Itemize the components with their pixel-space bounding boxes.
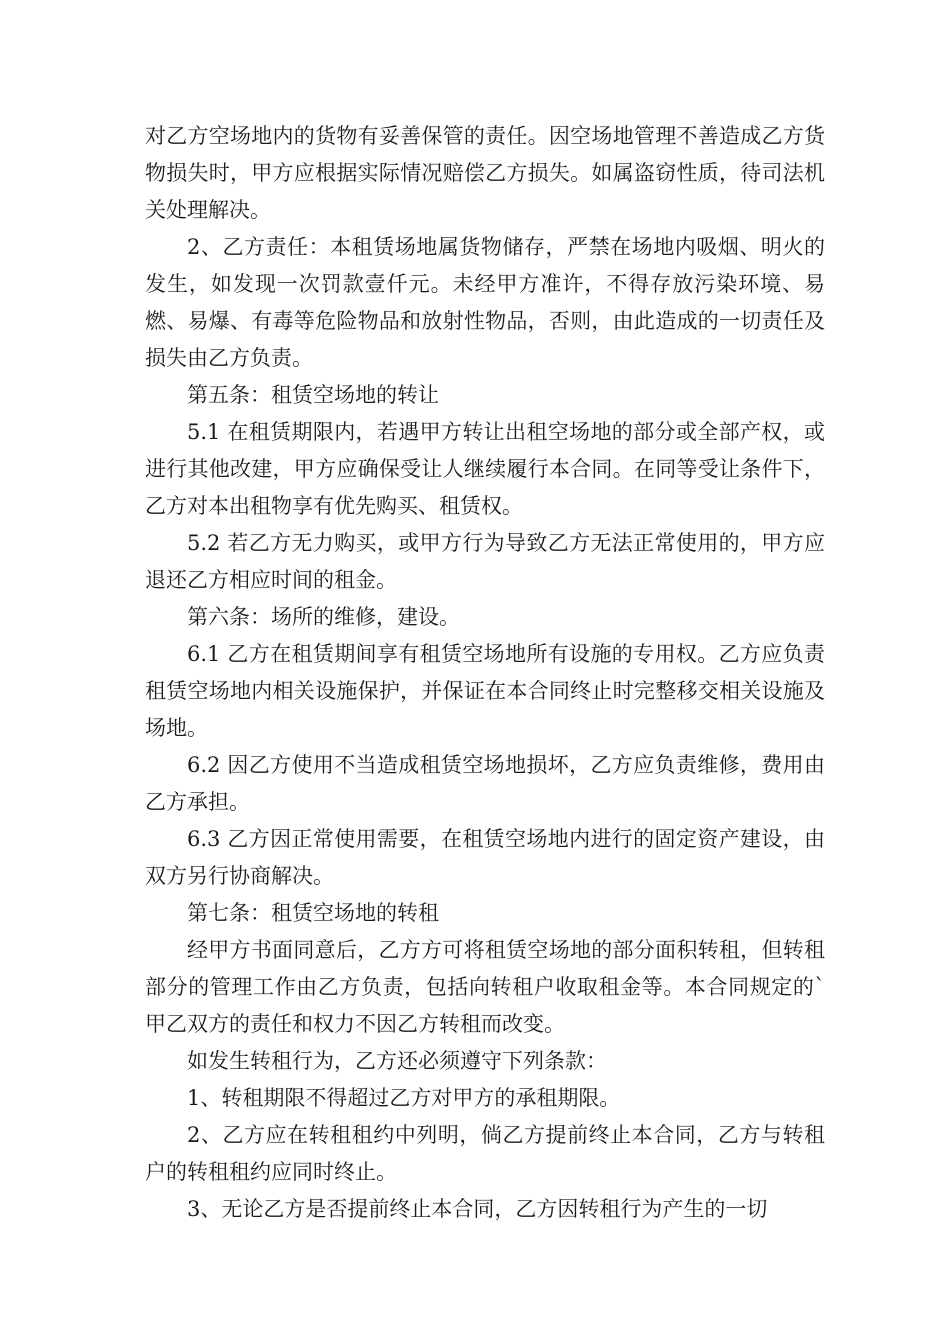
section-heading: 第六条：场所的维修，建设。 — [187, 605, 460, 629]
paragraph: 6.2 因乙方使用不当造成租赁空场地损坏，乙方应负责维修，费用由乙方承担。 — [145, 753, 825, 814]
list-item: 2、乙方应在转租租约中列明，倘乙方提前终止本合同，乙方与转租户的转租租约应同时终止。 — [145, 1123, 825, 1184]
list-item: 3、无论乙方是否提前终止本合同，乙方因转租行为产生的一切 — [187, 1197, 768, 1221]
document-page — [145, 118, 825, 1228]
paragraph: 2、乙方责任：本租赁场地属货物储存，严禁在场地内吸烟、明火的发生，如发现一次罚款壹仟元。未经甲方准许，不得存放污染环境、易燃、易爆、有毒等危险物品和放射性物品，否则，由此造成的一切责任及损失由乙方负责。 — [145, 235, 825, 370]
paragraph: 6.3 乙方因正常使用需要，在租赁空场地内进行的固定资产建设，由双方另行协商解决。 — [145, 827, 825, 888]
list-item: 1、转租期限不得超过乙方对甲方的承租期限。 — [187, 1086, 621, 1110]
paragraph: 对乙方空场地内的货物有妥善保管的责任。因空场地管理不善造成乙方货物损失时，甲方应根据实际情况赔偿乙方损失。如属盗窃性质，待司法机关处理解决。 — [145, 124, 825, 222]
section-heading: 第五条：租赁空场地的转让 — [187, 383, 439, 407]
section-heading: 第七条：租赁空场地的转租 — [187, 901, 439, 925]
paragraph: 经甲方书面同意后，乙方方可将租赁空场地的部分面积转租，但转租部分的管理工作由乙方负责，包括向转租户收取租金等。本合同规定的`甲乙双方的责任和权力不因乙方转租而改变。 — [145, 938, 825, 1036]
paragraph: 6.1 乙方在租赁期间享有租赁空场地所有设施的专用权。乙方应负责租赁空场地内相关设施保护，并保证在本合同终止时完整移交相关设施及场地。 — [145, 642, 825, 740]
paragraph: 如发生转租行为，乙方还必须遵守下列条款： — [187, 1049, 607, 1073]
paragraph: 5.2 若乙方无力购买，或甲方行为导致乙方无法正常使用的，甲方应退还乙方相应时间的租金。 — [145, 531, 825, 592]
paragraph: 5.1 在租赁期限内，若遇甲方转让出租空场地的部分或全部产权，或进行其他改建，甲方应确保受让人继续履行本合同。在同等受让条件下，乙方对本出租物享有优先购买、租赁权。 — [145, 420, 825, 518]
